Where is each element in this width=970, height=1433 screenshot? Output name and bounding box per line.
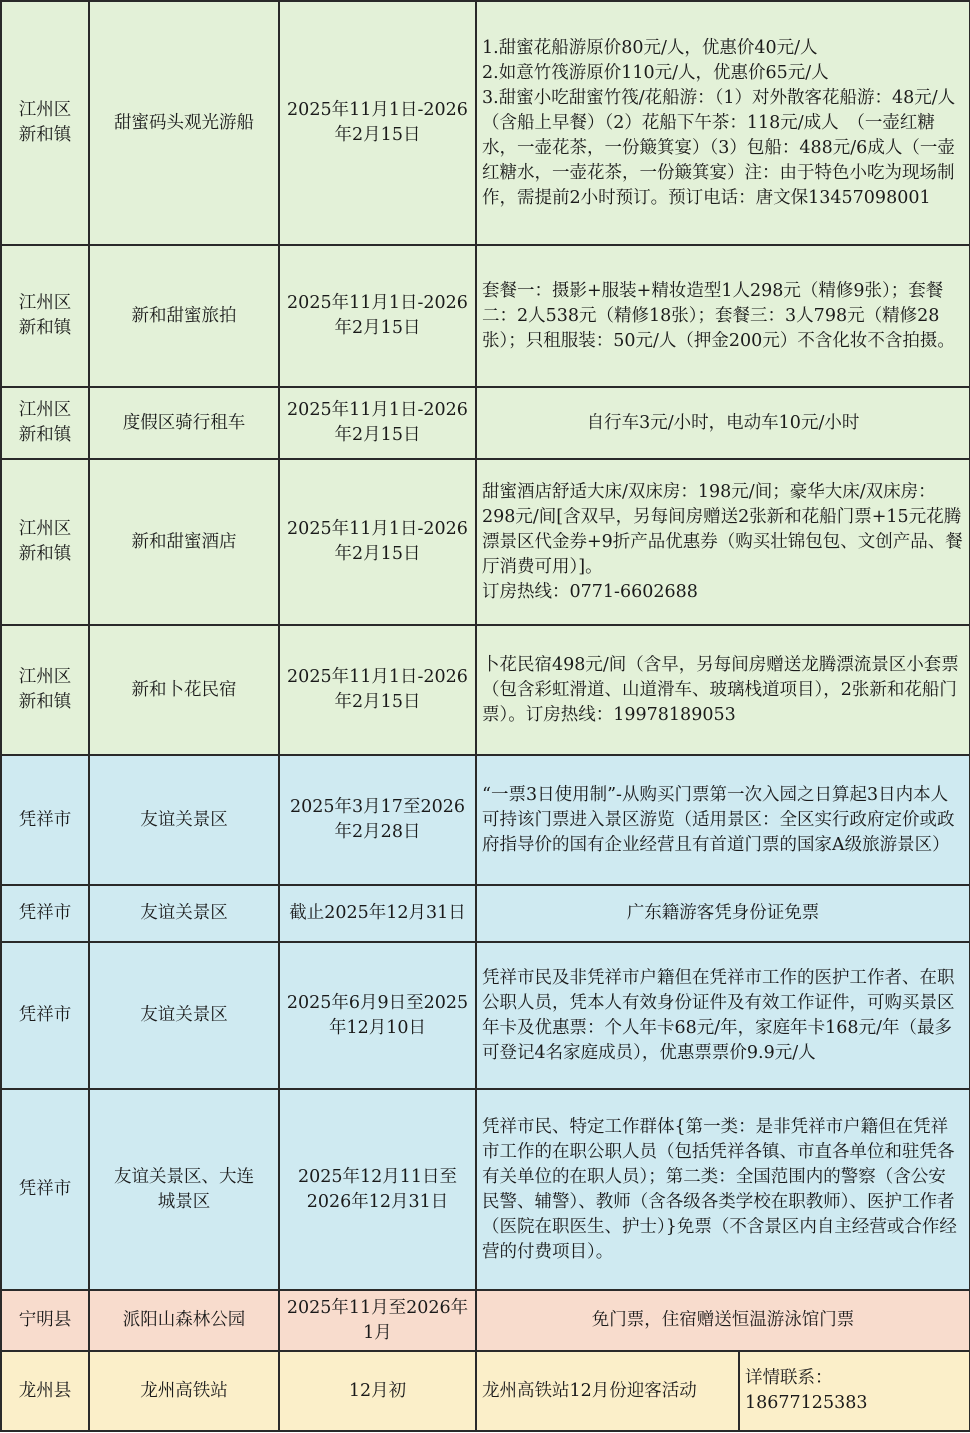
venue-cell: 派阳山森林公园 xyxy=(89,1290,279,1351)
region-cell: 凭祥市 xyxy=(1,1089,89,1290)
table-row xyxy=(1,625,970,755)
details-cell: 甜蜜酒店舒适大床/双床房：198元/间；豪华大床/双床房：298元/间[含双早，另每间房赠送2张新和花船门票+15元花腾漂景区代金券+9折产品优惠券（购买壮锦包包、文创产品、餐厅消费可用）]。 订房热线：0771-6602688 xyxy=(476,459,970,625)
venue-cell: 甜蜜码头观光游船 xyxy=(89,1,279,245)
details-cell: 1.甜蜜花船游原价80元/人，优惠价40元/人 2.如意竹筏游原价110元/人，优惠价65元/人 3.甜蜜小吃甜蜜竹筏/花船游：（1）对外散客花船游：48元/人（含船上早餐）（2）花船下午茶：118元/成人 （一壶红糖水，一壶花茶，一份簸箕宴）（3）包船：488元/6成人（一壶红糖水，一壶花茶，一份簸箕宴）注：由于特色小吃为现场制作，需提前2小时预订。预订电话：唐文保13457098001 xyxy=(476,1,970,245)
period-cell: 2025年3月17至2026 年2月28日 xyxy=(279,755,476,885)
region-cell: 宁明县 xyxy=(1,1290,89,1351)
table-row xyxy=(1,387,970,459)
details-cell: “一票3日使用制”-从购买门票第一次入园之日算起3日内本人可持该门票进入景区游览（适用景区：全区实行政府定价或政府指导价的国有企业经营且有首道门票的国家A级旅游景区） xyxy=(476,755,970,885)
region-cell: 龙州县 xyxy=(1,1351,89,1431)
region-cell: 凭祥市 xyxy=(1,885,89,942)
contact-cell: 详情联系： 18677125383 xyxy=(739,1351,970,1431)
period-cell: 2025年11月至2026年 1月 xyxy=(279,1290,476,1351)
table-row xyxy=(1,245,970,387)
table-row xyxy=(1,942,970,1089)
details-cell: 自行车3元/小时，电动车10元/小时 xyxy=(476,387,970,459)
venue-cell: 新和卜花民宿 xyxy=(89,625,279,755)
venue-cell: 友谊关景区 xyxy=(89,885,279,942)
table-row xyxy=(1,885,970,942)
period-cell: 2025年11月1日-2026 年2月15日 xyxy=(279,1,476,245)
region-cell: 江州区 新和镇 xyxy=(1,387,89,459)
region-cell: 凭祥市 xyxy=(1,755,89,885)
period-cell: 截止2025年12月31日 xyxy=(279,885,476,942)
details-cell: 卜花民宿498元/间（含早，另每间房赠送龙腾漂流景区小套票（包含彩虹滑道、山道滑车、玻璃栈道项目），2张新和花船门票）。订房热线：19978189053 xyxy=(476,625,970,755)
region-cell: 江州区 新和镇 xyxy=(1,245,89,387)
details-cell: 龙州高铁站12月份迎客活动 xyxy=(476,1351,739,1431)
period-cell: 12月初 xyxy=(279,1351,476,1431)
region-cell: 江州区 新和镇 xyxy=(1,459,89,625)
details-cell: 广东籍游客凭身份证免票 xyxy=(476,885,970,942)
period-cell: 2025年11月1日-2026 年2月15日 xyxy=(279,387,476,459)
table-row xyxy=(1,1351,970,1431)
period-cell: 2025年6月9日至2025 年12月10日 xyxy=(279,942,476,1089)
table-row xyxy=(1,1,970,245)
venue-cell: 友谊关景区、大连 城景区 xyxy=(89,1089,279,1290)
region-cell: 江州区 新和镇 xyxy=(1,625,89,755)
venue-cell: 度假区骑行租车 xyxy=(89,387,279,459)
venue-cell: 新和甜蜜酒店 xyxy=(89,459,279,625)
details-cell: 免门票，住宿赠送恒温游泳馆门票 xyxy=(476,1290,970,1351)
region-cell: 凭祥市 xyxy=(1,942,89,1089)
details-cell: 凭祥市民、特定工作群体{第一类：是非凭祥市户籍但在凭祥市工作的在职公职人员（包括凭祥各镇、市直各单位和驻凭各有关单位的在职人员）；第二类：全国范围内的警察（含公安民警、辅警）、教师（含各级各类学校在职教师）、医护工作者（医院在职医生、护士）}免票（不含景区内自主经营或合作经营的付费项目）。 xyxy=(476,1089,970,1290)
venue-cell: 新和甜蜜旅拍 xyxy=(89,245,279,387)
period-cell: 2025年12月11日至 2026年12月31日 xyxy=(279,1089,476,1290)
venue-cell: 龙州高铁站 xyxy=(89,1351,279,1431)
period-cell: 2025年11月1日-2026 年2月15日 xyxy=(279,245,476,387)
table-row xyxy=(1,459,970,625)
venue-cell: 友谊关景区 xyxy=(89,942,279,1089)
details-cell: 凭祥市民及非凭祥市户籍但在凭祥市工作的医护工作者、在职公职人员，凭本人有效身份证件及有效工作证件，可购买景区年卡及优惠票：个人年卡68元/年，家庭年卡168元/年（最多可登记4名家庭成员），优惠票票价9.9元/人 xyxy=(476,942,970,1089)
table-row xyxy=(1,1089,970,1290)
period-cell: 2025年11月1日-2026 年2月15日 xyxy=(279,459,476,625)
venue-cell: 友谊关景区 xyxy=(89,755,279,885)
table-row xyxy=(1,1290,970,1351)
details-cell: 套餐一：摄影+服装+精妆造型1人298元（精修9张）；套餐二：2人538元（精修18张）；套餐三：3人798元（精修28张）；只租服装：50元/人（押金200元）不含化妆不含拍摄。 xyxy=(476,245,970,387)
table-row xyxy=(1,755,970,885)
period-cell: 2025年11月1日-2026 年2月15日 xyxy=(279,625,476,755)
region-cell: 江州区 新和镇 xyxy=(1,1,89,245)
